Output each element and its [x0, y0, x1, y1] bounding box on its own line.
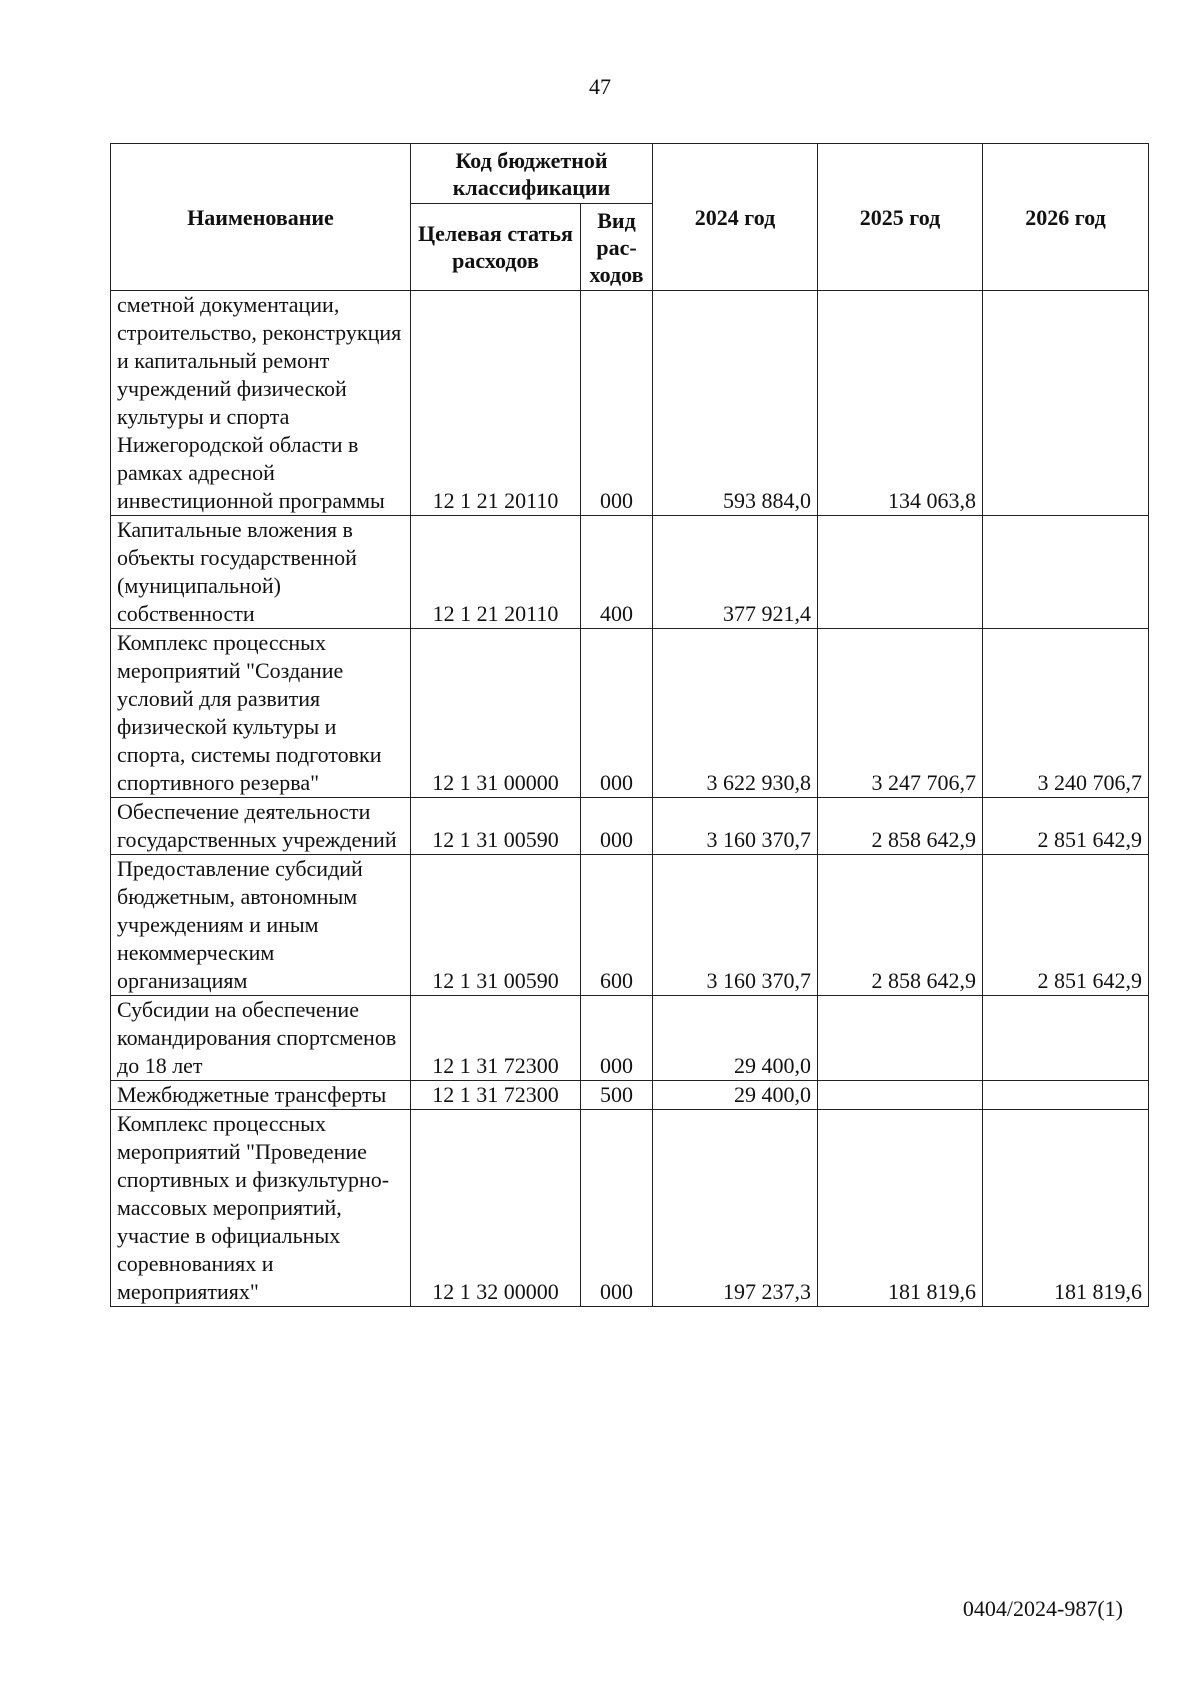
row-2025: 134 063,8 — [818, 291, 983, 516]
row-kind: 000 — [581, 1110, 653, 1307]
row-code: 12 1 21 20110 — [411, 516, 581, 629]
row-name: Комплекс процессных мероприятий "Создание условий для развития физической культуры и спорта, системы подготовки спортивного резерва" — [111, 629, 411, 798]
header-2026: 2026 год — [983, 144, 1149, 291]
row-name: Межбюджетные трансферты — [111, 1081, 411, 1110]
row-name: Субсидии на обеспечение командирования спортсменов до 18 лет — [111, 996, 411, 1081]
row-name: Капитальные вложения в объекты государственной (муниципальной) собственности — [111, 516, 411, 629]
row-2025: 3 247 706,7 — [818, 629, 983, 798]
table-row — [111, 855, 1149, 996]
page-number: 47 — [589, 74, 611, 99]
row-2025: 2 858 642,9 — [818, 798, 983, 855]
row-kind: 600 — [581, 855, 653, 996]
row-code: 12 1 31 72300 — [411, 1081, 581, 1110]
row-kind: 000 — [581, 798, 653, 855]
row-2024: 29 400,0 — [653, 996, 818, 1081]
row-2026: 3 240 706,7 — [983, 629, 1149, 798]
row-2025 — [818, 1081, 983, 1110]
table-row — [111, 516, 1149, 629]
row-2026 — [983, 1081, 1149, 1110]
row-2026 — [983, 516, 1149, 629]
row-2024: 3 622 930,8 — [653, 629, 818, 798]
row-2026: 2 851 642,9 — [983, 798, 1149, 855]
table-row — [111, 996, 1149, 1081]
row-name: Комплекс процессных мероприятий "Проведение спортивных и физкультурно-массовых мероприятий, участие в официальных соревнованиях и мероприятиях" — [111, 1110, 411, 1307]
row-name: Предоставление субсидий бюджетным, автономным учреждениям и иным некоммерческим организациям — [111, 855, 411, 996]
row-2024: 197 237,3 — [653, 1110, 818, 1307]
row-2024: 593 884,0 — [653, 291, 818, 516]
header-name: Наименование — [111, 144, 411, 291]
header-code-group: Код бюджетной классификации — [411, 144, 653, 204]
row-2024: 3 160 370,7 — [653, 855, 818, 996]
row-2026: 181 819,6 — [983, 1110, 1149, 1307]
header-target-article: Целевая статья расходов — [411, 204, 581, 291]
row-2026 — [983, 996, 1149, 1081]
row-2025 — [818, 516, 983, 629]
row-2025 — [818, 996, 983, 1081]
row-code: 12 1 32 00000 — [411, 1110, 581, 1307]
row-name: сметной документации, строительство, реконструкция и капитальный ремонт учреждений физической культуры и спорта Нижегородской области в рамках адресной инвестиционной программы — [111, 291, 411, 516]
row-2024: 3 160 370,7 — [653, 798, 818, 855]
table-row — [111, 798, 1149, 855]
row-kind: 500 — [581, 1081, 653, 1110]
row-kind: 400 — [581, 516, 653, 629]
row-code: 12 1 31 00000 — [411, 629, 581, 798]
header-expense-kind: Вид рас-ходов — [581, 204, 653, 291]
row-code: 12 1 31 00590 — [411, 798, 581, 855]
budget-table — [110, 143, 1149, 1307]
row-2024: 377 921,4 — [653, 516, 818, 629]
row-kind: 000 — [581, 629, 653, 798]
row-code: 12 1 21 20110 — [411, 291, 581, 516]
row-code: 12 1 31 72300 — [411, 996, 581, 1081]
document-code: 0404/2024-987(1) — [962, 1596, 1123, 1621]
table-row — [111, 629, 1149, 798]
row-kind: 000 — [581, 996, 653, 1081]
row-2025: 181 819,6 — [818, 1110, 983, 1307]
row-2026: 2 851 642,9 — [983, 855, 1149, 996]
row-kind: 000 — [581, 291, 653, 516]
row-name: Обеспечение деятельности государственных учреждений — [111, 798, 411, 855]
table-row — [111, 1081, 1149, 1110]
row-2026 — [983, 291, 1149, 516]
table-row — [111, 1110, 1149, 1307]
table-row — [111, 291, 1149, 516]
row-code: 12 1 31 00590 — [411, 855, 581, 996]
row-2024: 29 400,0 — [653, 1081, 818, 1110]
header-2025: 2025 год — [818, 144, 983, 291]
row-2025: 2 858 642,9 — [818, 855, 983, 996]
header-2024: 2024 год — [653, 144, 818, 291]
